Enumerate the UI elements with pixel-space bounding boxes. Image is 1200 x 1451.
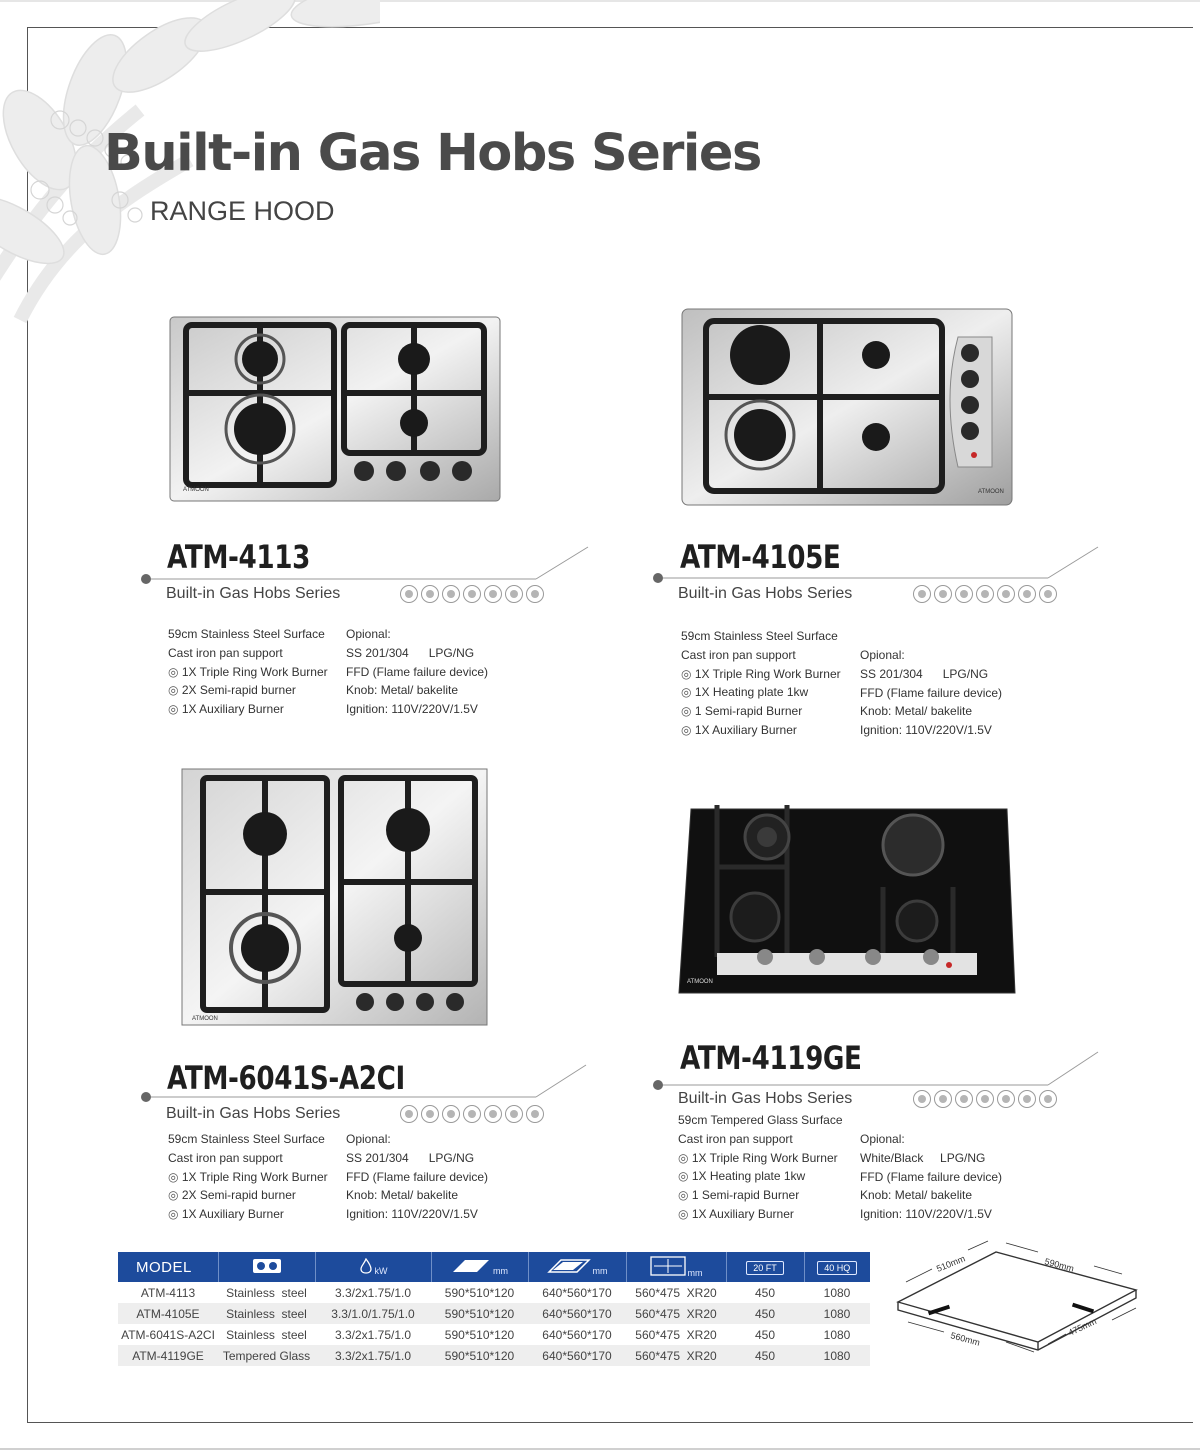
cell-model: ATM-4119GE	[118, 1345, 218, 1366]
feature-icon	[997, 585, 1015, 603]
product-image-atm-4105e	[680, 297, 1014, 507]
spec-item: SS 201/304 LPG/NG	[860, 666, 989, 681]
model-title-atm-4113: ATM-4113	[167, 538, 310, 576]
feature-icon	[442, 585, 460, 603]
cutout-size-icon	[650, 1256, 686, 1276]
cell-model: ATM-6041S-A2CI	[121, 1327, 215, 1342]
col-header-20ft	[726, 1252, 804, 1282]
feature-icon	[976, 585, 994, 603]
feature-icon	[400, 1105, 418, 1123]
spec-item: FFD (Flame failure device)	[346, 664, 489, 679]
spec-item: 59cm Stainless Steel Surface	[168, 627, 325, 641]
cell-product-size: 590*510*120	[444, 1327, 515, 1342]
feature-icons-row	[913, 585, 1057, 603]
container-20ft-icon: 20 FT	[746, 1261, 784, 1275]
unit-label: mm	[592, 1265, 608, 1276]
series-label: Built-in Gas Hobs Series	[166, 1105, 341, 1122]
series-label: Built-in Gas Hobs Series	[678, 1090, 853, 1107]
feature-icons-row	[400, 585, 544, 603]
feature-icon	[1018, 585, 1036, 603]
spec-item: SS 201/304 LPG/NG	[346, 1150, 475, 1165]
model-title-atm-6041s-a2ci: ATM-6041S-A2CI	[167, 1059, 405, 1097]
col-header-product-size	[431, 1252, 528, 1282]
cell-model: ATM-4105E	[118, 1303, 218, 1324]
feature-icon	[505, 585, 523, 603]
spec-item: Ignition: 110V/220V/1.5V	[860, 723, 992, 738]
cell-20ft: 450	[754, 1285, 776, 1300]
feature-icon	[1018, 1090, 1036, 1108]
col-header-package-size	[528, 1252, 626, 1282]
flame-icon	[359, 1258, 373, 1274]
cell-material: Stainless steel	[226, 1327, 307, 1342]
unit-label: mm	[493, 1265, 508, 1276]
feature-icons-row	[913, 1090, 1057, 1108]
spec-list-right	[346, 1130, 488, 1224]
cell-package-size: 640*560*170	[528, 1303, 626, 1324]
spec-item: 1X Heating plate 1kw	[694, 685, 809, 700]
spec-item: 1 Semi-rapid Burner	[694, 704, 803, 719]
spec-list-right	[346, 625, 488, 719]
col-header-burners	[218, 1252, 315, 1282]
model-underline	[140, 545, 590, 585]
feature-icon	[1039, 1090, 1057, 1108]
dim-label-510: 510mm	[935, 1253, 967, 1274]
model-underline	[140, 1063, 590, 1103]
cell-40hq: 1080	[823, 1285, 851, 1300]
spec-item: 2X Semi-rapid burner	[181, 683, 296, 698]
cell-product-size: 590*510*120	[444, 1285, 515, 1300]
spec-item: Cast iron pan support	[168, 645, 283, 660]
spec-item: 1X Auxiliary Burner	[694, 722, 797, 737]
spec-list-left	[681, 627, 841, 740]
feature-icon	[526, 1105, 544, 1123]
cell-power: 3.3/1.0/1.75/1.0	[315, 1303, 431, 1324]
feature-icons-row	[400, 1105, 544, 1123]
feature-icon	[997, 1090, 1015, 1108]
product-image-atm-4113	[168, 305, 502, 503]
spec-item: Ignition: 110V/220V/1.5V	[860, 1207, 992, 1222]
spec-item: 1X Heating plate 1kw	[691, 1169, 806, 1184]
spec-item: Opional:	[860, 1132, 905, 1146]
model-title-atm-4119ge: ATM-4119GE	[680, 1039, 862, 1077]
spec-list-left	[168, 1130, 328, 1224]
cell-cutout-size: 560*475 XR20	[626, 1303, 726, 1324]
cell-package-size: 640*560*170	[528, 1345, 626, 1366]
feature-icon	[913, 585, 931, 603]
feature-icon	[934, 585, 952, 603]
cell-20ft: 450	[754, 1327, 776, 1342]
brand-logo: ATMOON	[192, 1016, 218, 1022]
spec-item: Ignition: 110V/220V/1.5V	[346, 1207, 478, 1222]
table-row	[118, 1282, 870, 1303]
spec-item: Cast iron pan support	[168, 1150, 283, 1165]
cell-model: ATM-4113	[140, 1285, 196, 1300]
table-row	[118, 1324, 870, 1345]
cell-cutout-size: 560*475 XR20	[635, 1327, 717, 1342]
model-underline	[652, 1050, 1102, 1090]
cell-product-size: 590*510*120	[431, 1303, 528, 1324]
cell-package-size: 640*560*170	[542, 1285, 612, 1300]
unit-label: kW	[374, 1265, 388, 1276]
product-image-atm-4119ge	[677, 797, 1017, 997]
feature-icon	[526, 585, 544, 603]
feature-icon	[442, 1105, 460, 1123]
spec-item: FFD (Flame failure device)	[860, 685, 1003, 700]
burner-icon	[252, 1258, 282, 1274]
spec-table	[118, 1252, 870, 1366]
dim-label-560: 560mm	[949, 1330, 982, 1348]
cell-material: Tempered Glass	[218, 1345, 315, 1366]
series-label: Built-in Gas Hobs Series	[166, 585, 341, 602]
spec-item: 1 Semi-rapid Burner	[691, 1188, 800, 1203]
model-underline	[652, 545, 1102, 585]
spec-item: 1X Triple Ring Work Burner	[691, 1150, 838, 1165]
product-size-icon	[451, 1258, 491, 1274]
cell-cutout-size: 560*475 XR20	[635, 1285, 717, 1300]
spec-item: SS 201/304 LPG/NG	[346, 645, 475, 660]
spec-item: Ignition: 110V/220V/1.5V	[346, 702, 478, 717]
product-image-atm-6041s-a2ci	[181, 768, 488, 1026]
dim-label-590: 590mm	[1043, 1256, 1076, 1274]
feature-icon	[934, 1090, 952, 1108]
spec-item: Opional:	[346, 1132, 391, 1146]
cell-20ft: 450	[726, 1303, 804, 1324]
spec-item: 59cm Stainless Steel Surface	[168, 1132, 325, 1146]
brand-logo: ATMOON	[978, 489, 1004, 495]
cell-package-size: 640*560*170	[542, 1327, 612, 1342]
brand-logo: ATMOON	[183, 487, 209, 493]
series-label: Built-in Gas Hobs Series	[678, 585, 853, 602]
spec-item: 1X Triple Ring Work Burner	[181, 1169, 328, 1184]
feature-icon	[955, 1090, 973, 1108]
spec-item: 1X Triple Ring Work Burner	[181, 664, 328, 679]
cell-product-size: 590*510*120	[431, 1345, 528, 1366]
dim-label-475: 475mm	[1066, 1316, 1099, 1338]
cell-power: 3.3/2x1.75/1.0	[315, 1345, 431, 1366]
feature-icon	[505, 1105, 523, 1123]
spec-item: Opional:	[346, 627, 391, 641]
page-subtitle: RANGE HOOD	[150, 196, 335, 226]
feature-icon	[976, 1090, 994, 1108]
package-size-icon	[547, 1258, 591, 1274]
cell-40hq: 1080	[804, 1303, 870, 1324]
unit-label: mm	[687, 1267, 703, 1278]
cell-power: 3.3/2x1.75/1.0	[334, 1327, 412, 1342]
cell-40hq: 1080	[823, 1327, 851, 1342]
model-title-atm-4105e: ATM-4105E	[680, 538, 841, 576]
table-row	[118, 1303, 870, 1324]
feature-icon	[913, 1090, 931, 1108]
feature-icon	[463, 585, 481, 603]
spec-item: FFD (Flame failure device)	[860, 1169, 1003, 1184]
spec-list-left	[678, 1111, 843, 1224]
spec-item: 59cm Tempered Glass Surface	[678, 1113, 843, 1127]
spec-item: FFD (Flame failure device)	[346, 1169, 489, 1184]
spec-item: 1X Auxiliary Burner	[181, 702, 284, 717]
feature-icon	[463, 1105, 481, 1123]
col-header-cutout-size	[626, 1252, 726, 1282]
feature-icon	[421, 1105, 439, 1123]
feature-icon	[400, 585, 418, 603]
spec-list-left	[168, 625, 328, 719]
cell-20ft: 450	[726, 1345, 804, 1366]
spec-item: White/Black LPG/NG	[860, 1150, 986, 1165]
dimension-diagram	[888, 1240, 1188, 1360]
spec-item: Knob: Metal/ bakelite	[860, 704, 973, 719]
spec-item: Cast iron pan support	[681, 647, 796, 662]
spec-item: 1X Triple Ring Work Burner	[694, 666, 841, 681]
feature-icon	[955, 585, 973, 603]
spec-item: 59cm Stainless Steel Surface	[681, 629, 838, 643]
feature-icon	[1039, 585, 1057, 603]
spec-item: Opional:	[860, 648, 905, 662]
cutout-mark	[1072, 1303, 1094, 1314]
col-header-power	[315, 1252, 431, 1282]
spec-item: Cast iron pan support	[678, 1131, 793, 1146]
spec-item: 1X Auxiliary Burner	[691, 1206, 794, 1221]
table-header-row	[118, 1252, 870, 1282]
spec-item: Knob: Metal/ bakelite	[346, 683, 459, 698]
brand-logo: ATMOON	[687, 979, 713, 985]
cell-material: Stainless steel	[218, 1303, 315, 1324]
spec-list-right	[860, 1130, 1002, 1224]
col-header-model: MODEL	[118, 1252, 218, 1282]
page-title: Built-in Gas Hobs Series	[104, 124, 761, 183]
spec-item: 1X Auxiliary Burner	[181, 1207, 284, 1222]
cell-material: Stainless steel	[226, 1285, 307, 1300]
cell-cutout-size: 560*475 XR20	[626, 1345, 726, 1366]
cell-40hq: 1080	[804, 1345, 870, 1366]
spec-item: Knob: Metal/ bakelite	[860, 1188, 973, 1203]
cell-power: 3.3/2x1.75/1.0	[334, 1285, 412, 1300]
spec-item: Knob: Metal/ bakelite	[346, 1188, 459, 1203]
feature-icon	[421, 585, 439, 603]
bottom-border	[0, 1448, 1200, 1450]
spec-item: 2X Semi-rapid burner	[181, 1188, 296, 1203]
spec-list-right	[860, 646, 1002, 740]
container-40hq-icon: 40 HQ	[817, 1261, 857, 1275]
col-header-40hq	[804, 1252, 870, 1282]
feature-icon	[484, 585, 502, 603]
table-row	[118, 1345, 870, 1366]
feature-icon	[484, 1105, 502, 1123]
